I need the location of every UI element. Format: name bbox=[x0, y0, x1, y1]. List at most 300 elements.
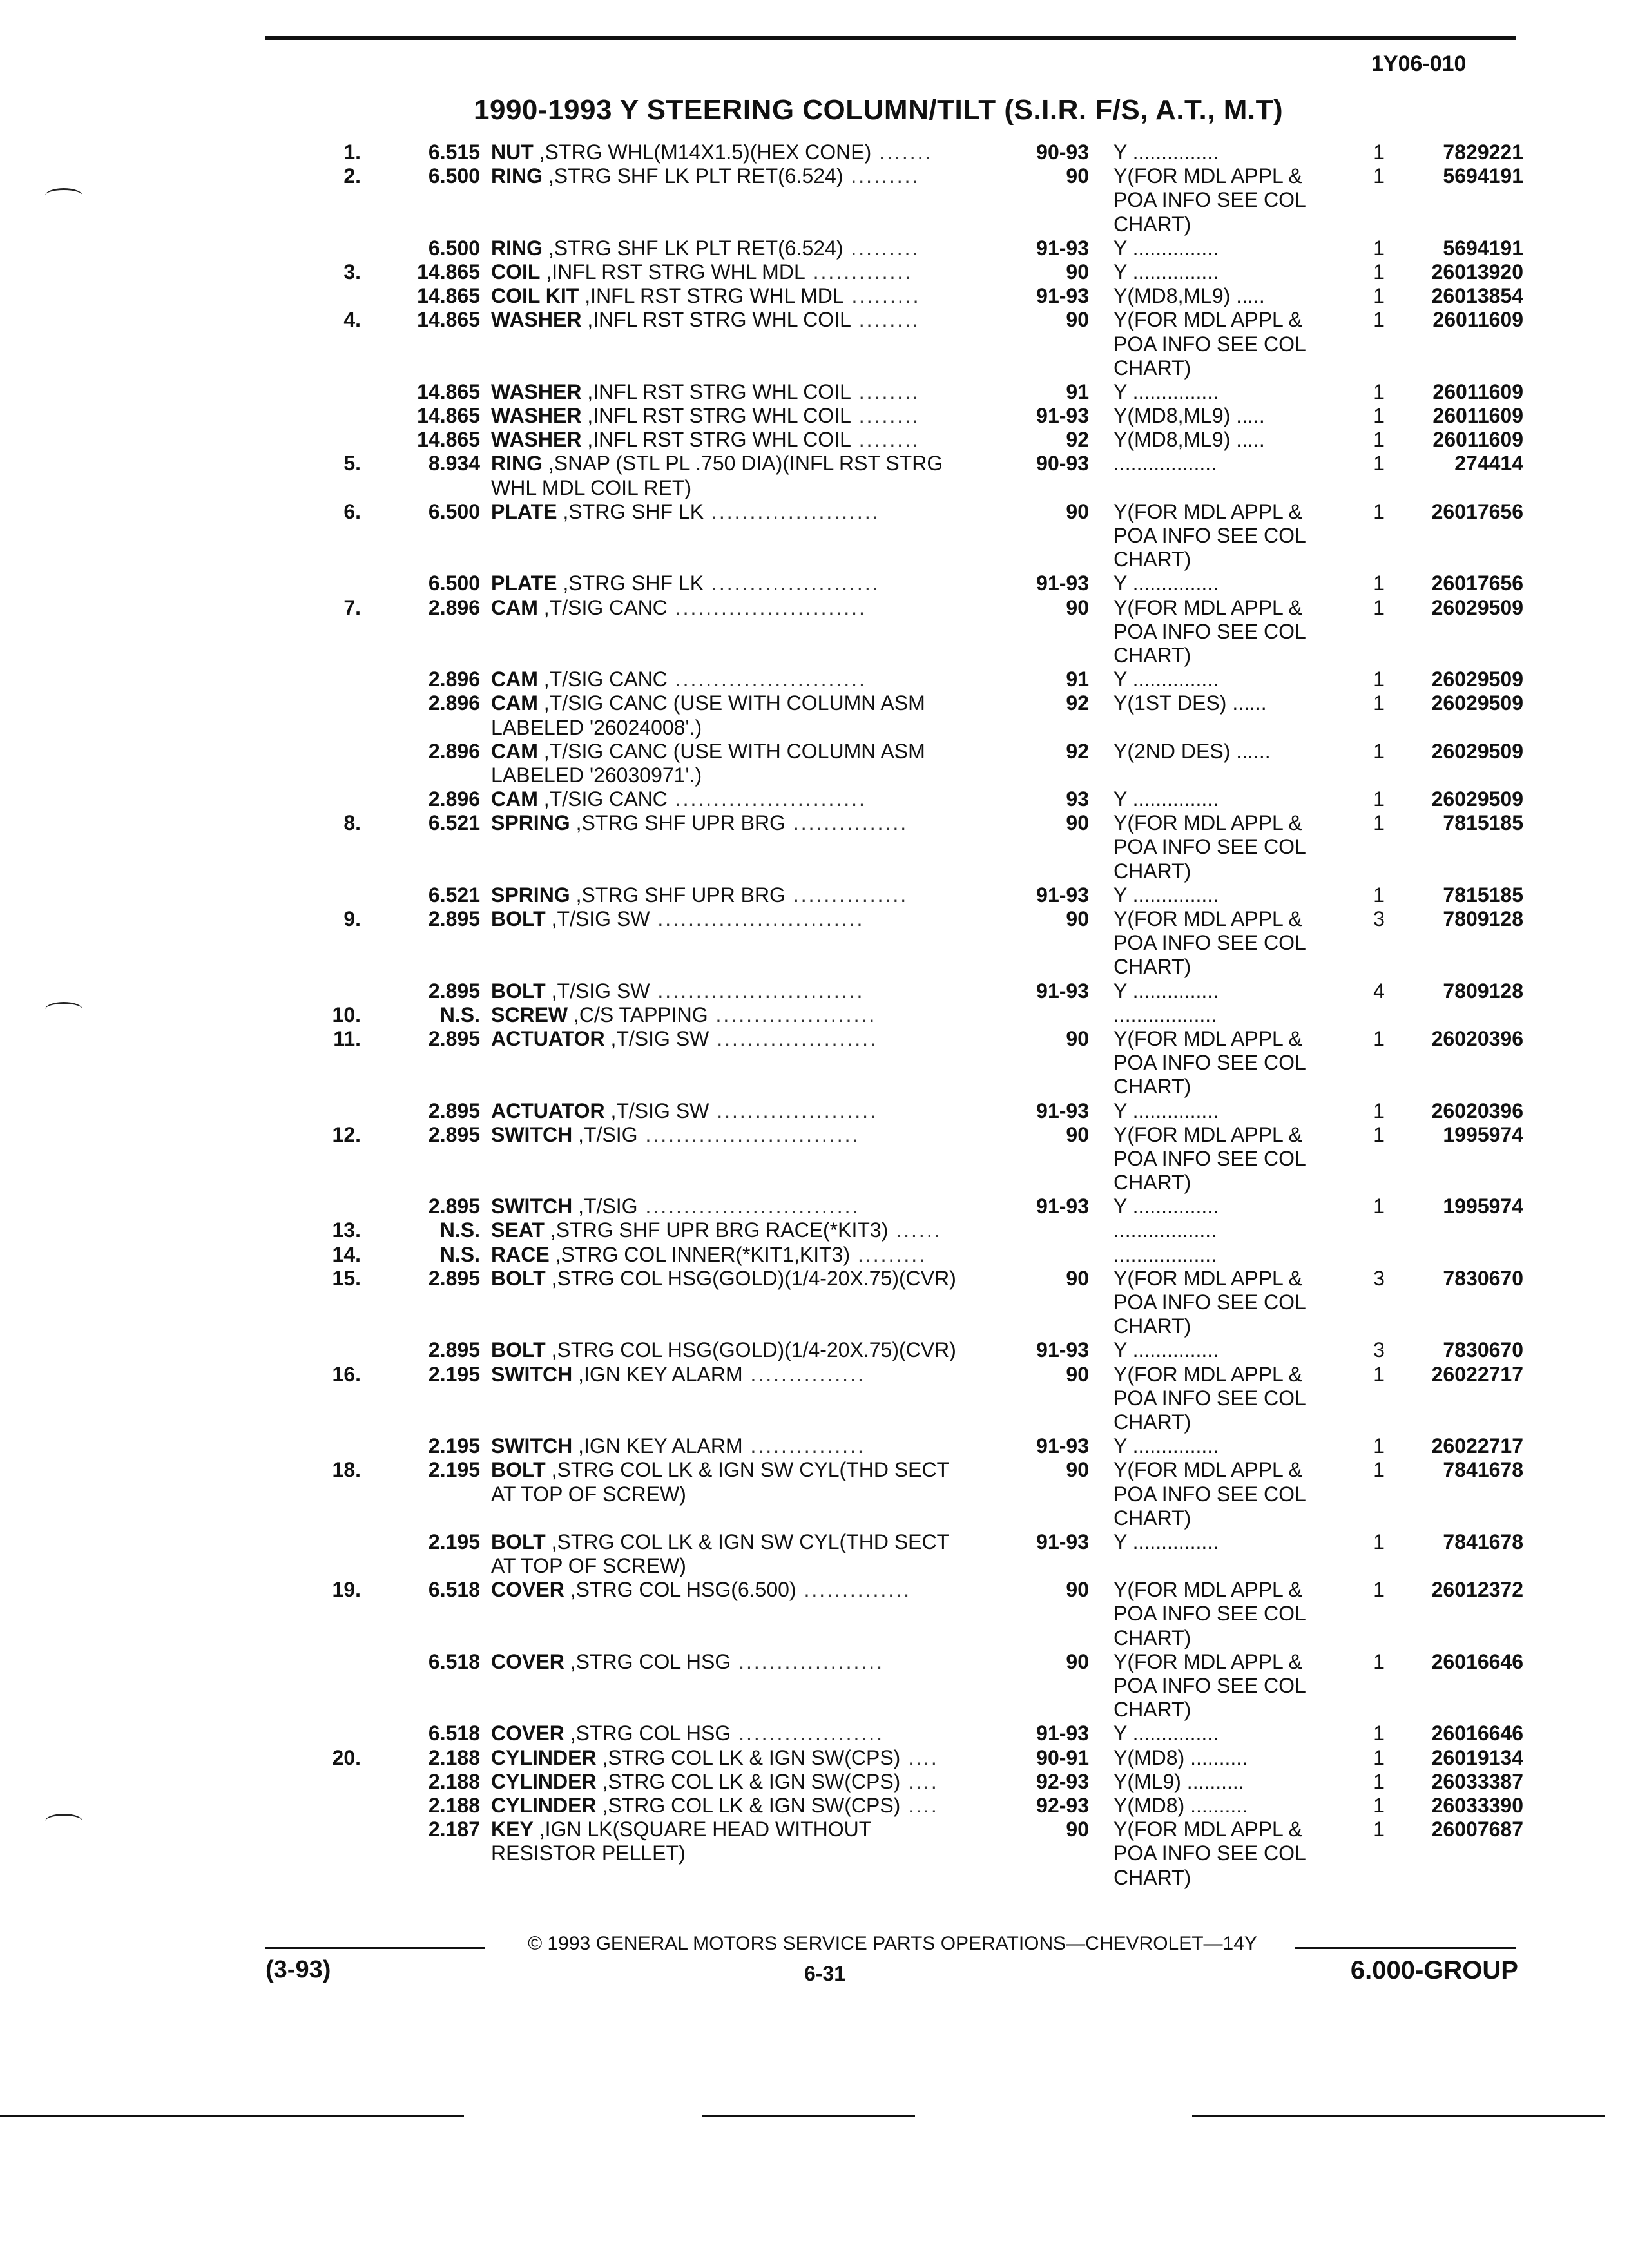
part-description bbox=[491, 1554, 1052, 1578]
part-number: 26013920 bbox=[1431, 260, 1523, 284]
ledger-row bbox=[296, 1051, 1521, 1075]
ref-number: 13. bbox=[332, 1218, 361, 1242]
model-application: POA INFO SEE COL bbox=[1113, 332, 1306, 356]
part-number: 5694191 bbox=[1443, 164, 1523, 188]
part-description bbox=[491, 452, 1052, 476]
part-number: 7815185 bbox=[1443, 811, 1523, 835]
part-name: CYLINDER bbox=[491, 1745, 597, 1769]
part-number: 26017656 bbox=[1431, 499, 1523, 523]
part-number: 1995974 bbox=[1443, 1195, 1523, 1218]
part-number: 26011609 bbox=[1432, 404, 1523, 428]
ledger-row bbox=[296, 1506, 1521, 1530]
quantity: 1 bbox=[1373, 1099, 1385, 1122]
part-description bbox=[491, 1818, 1052, 1841]
ledger-row bbox=[296, 1027, 1521, 1051]
part-name: CYLINDER bbox=[491, 1793, 597, 1817]
part-description bbox=[491, 1458, 1052, 1482]
model-application: POA INFO SEE COL bbox=[1113, 1291, 1306, 1314]
model-years: 91 bbox=[1066, 668, 1089, 691]
part-description bbox=[491, 596, 1052, 620]
part-name: SEAT bbox=[491, 1218, 545, 1242]
ledger-row bbox=[296, 524, 1521, 548]
group-number: 6.500 bbox=[428, 499, 480, 523]
part-number: 7815185 bbox=[1443, 883, 1523, 907]
dot-leader: ...................... bbox=[704, 572, 880, 595]
quantity: 1 bbox=[1373, 260, 1385, 284]
part-description bbox=[491, 476, 1052, 500]
group-number: 14.865 bbox=[417, 260, 480, 284]
model-application: Y ............... bbox=[1113, 140, 1219, 164]
part-name: SPRING bbox=[491, 811, 570, 835]
part-number: 26011609 bbox=[1432, 380, 1523, 403]
dot-leader: ........ bbox=[851, 308, 920, 332]
quantity: 1 bbox=[1373, 1458, 1385, 1482]
model-application: POA INFO SEE COL bbox=[1113, 188, 1306, 212]
model-application: POA INFO SEE COL bbox=[1113, 1602, 1306, 1626]
part-description bbox=[491, 284, 1052, 308]
model-application: Y ............... bbox=[1113, 883, 1219, 907]
part-detail: ,STRG SHF LK PLT RET(6.524) bbox=[543, 164, 843, 188]
ledger-row bbox=[296, 691, 1521, 715]
quantity: 1 bbox=[1373, 572, 1385, 595]
ref-number: 10. bbox=[332, 1003, 361, 1026]
group-number: 2.195 bbox=[428, 1530, 480, 1553]
part-detail: ,STRG COL LK & IGN SW CYL(THD SECT bbox=[545, 1458, 950, 1482]
quantity: 1 bbox=[1373, 739, 1385, 763]
model-years: 90 bbox=[1066, 595, 1089, 619]
ledger-row bbox=[296, 1698, 1521, 1722]
ledger-row bbox=[296, 284, 1521, 308]
model-years: 92-93 bbox=[1036, 1769, 1089, 1793]
quantity: 3 bbox=[1373, 907, 1385, 930]
group-number: 2.895 bbox=[428, 1195, 480, 1218]
part-number: 26019134 bbox=[1431, 1745, 1523, 1769]
model-years: 90 bbox=[1066, 1362, 1089, 1386]
part-number: 26020396 bbox=[1431, 1026, 1523, 1050]
ledger-row bbox=[296, 931, 1521, 955]
part-description bbox=[491, 308, 1052, 332]
ledger-row bbox=[296, 164, 1521, 188]
dot-leader: ................... bbox=[731, 1649, 885, 1673]
model-application: POA INFO SEE COL bbox=[1113, 1051, 1306, 1075]
model-years: 91-93 bbox=[1036, 1338, 1089, 1362]
part-number: 7809128 bbox=[1443, 907, 1523, 930]
dot-leader: ........................... bbox=[650, 907, 865, 930]
part-detail: ,T/SIG SW bbox=[604, 1099, 709, 1122]
ledger-row bbox=[296, 332, 1521, 356]
quantity: 1 bbox=[1373, 404, 1385, 428]
ledger-row bbox=[296, 236, 1521, 260]
ledger-row bbox=[296, 668, 1521, 691]
group-number: 6.500 bbox=[428, 164, 480, 188]
ledger-row bbox=[296, 1746, 1521, 1770]
part-number: 5694191 bbox=[1443, 236, 1523, 260]
model-application: CHART) bbox=[1113, 1865, 1191, 1889]
dot-leader: ........ bbox=[851, 404, 920, 428]
binder-hole-mark bbox=[45, 1814, 82, 1829]
part-number: 26033390 bbox=[1431, 1793, 1523, 1817]
part-detail: ,INFL RST STRG WHL COIL bbox=[581, 308, 851, 332]
part-detail: ,STRG COL HSG(6.500) bbox=[564, 1578, 796, 1602]
ref-number: 5. bbox=[343, 452, 361, 476]
model-application: .................. bbox=[1113, 1242, 1217, 1266]
part-detail: LABELED '26030971'.) bbox=[491, 763, 702, 787]
model-years: 91-93 bbox=[1036, 572, 1089, 595]
dot-leader: ........ bbox=[851, 380, 920, 403]
part-number: 26029509 bbox=[1431, 595, 1523, 619]
part-number: 7830670 bbox=[1443, 1266, 1523, 1290]
dot-leader: ............... bbox=[785, 811, 909, 835]
group-number: 2.895 bbox=[428, 1099, 480, 1122]
model-years: 93 bbox=[1066, 787, 1089, 811]
model-application: Y ............... bbox=[1113, 236, 1219, 260]
ref-number: 20. bbox=[332, 1745, 361, 1769]
part-detail: ,STRG COL HSG bbox=[564, 1722, 731, 1745]
model-years: 90 bbox=[1066, 811, 1089, 835]
part-number: 26022717 bbox=[1431, 1362, 1523, 1386]
group-number: 6.500 bbox=[428, 572, 480, 595]
model-application: Y(MD8,ML9) ..... bbox=[1113, 284, 1265, 308]
ledger-row bbox=[296, 476, 1521, 500]
model-years: 90 bbox=[1066, 1578, 1089, 1602]
quantity: 1 bbox=[1373, 691, 1385, 715]
ledger-row bbox=[296, 1794, 1521, 1818]
top-rule bbox=[265, 36, 1516, 40]
model-application: CHART) bbox=[1113, 955, 1191, 979]
group-number: 2.195 bbox=[428, 1362, 480, 1386]
part-description bbox=[491, 260, 1052, 284]
group-number: 6.521 bbox=[428, 883, 480, 907]
model-application: Y(2ND DES) ...... bbox=[1113, 739, 1271, 763]
part-description bbox=[491, 907, 1052, 931]
part-description bbox=[491, 1363, 1052, 1387]
ledger-row bbox=[296, 835, 1521, 859]
ledger-row bbox=[296, 1722, 1521, 1745]
part-name: COIL KIT bbox=[491, 284, 579, 308]
group-number: 6.521 bbox=[428, 811, 480, 835]
footer-page-number: 6-31 bbox=[804, 1962, 846, 1985]
model-application: CHART) bbox=[1113, 1626, 1191, 1649]
model-years: 91-93 bbox=[1036, 236, 1089, 260]
ledger-row bbox=[296, 1387, 1521, 1410]
model-application: POA INFO SEE COL bbox=[1113, 524, 1306, 547]
part-number: 26016646 bbox=[1431, 1722, 1523, 1745]
group-number: 14.865 bbox=[417, 428, 480, 452]
part-number: 26013854 bbox=[1431, 284, 1523, 308]
part-detail: ,IGN KEY ALARM bbox=[572, 1362, 743, 1386]
group-number: N.S. bbox=[439, 1003, 480, 1026]
bottom-rule-right bbox=[1192, 2115, 1605, 2117]
quantity: 1 bbox=[1373, 1818, 1385, 1841]
part-name: RING bbox=[491, 236, 543, 260]
part-description bbox=[491, 740, 1052, 764]
model-application: Y(FOR MDL APPL & bbox=[1113, 308, 1302, 332]
part-description bbox=[491, 380, 1052, 404]
model-application: Y ............... bbox=[1113, 1434, 1219, 1458]
ledger-row bbox=[296, 907, 1521, 931]
model-application: Y ............... bbox=[1113, 979, 1219, 1003]
dot-leader: .... bbox=[900, 1745, 939, 1769]
part-description bbox=[491, 1770, 1052, 1794]
part-detail: ,STRG COL LK & IGN SW(CPS) bbox=[596, 1793, 901, 1817]
dot-leader: ............... bbox=[742, 1434, 865, 1458]
model-application: CHART) bbox=[1113, 1075, 1191, 1099]
quantity: 1 bbox=[1373, 308, 1385, 332]
part-number: 26020396 bbox=[1431, 1099, 1523, 1122]
quantity: 3 bbox=[1373, 1338, 1385, 1362]
ref-number: 16. bbox=[332, 1362, 361, 1386]
model-years: 92 bbox=[1066, 739, 1089, 763]
group-number: 2.188 bbox=[428, 1769, 480, 1793]
part-detail: ,STRG COL HSG bbox=[564, 1649, 731, 1673]
ledger-row bbox=[296, 1770, 1521, 1794]
ledger-row bbox=[296, 308, 1521, 332]
ledger-row bbox=[296, 1458, 1521, 1482]
part-detail: ,INFL RST STRG WHL COIL bbox=[581, 380, 851, 403]
group-number: 8.934 bbox=[428, 452, 480, 476]
quantity: 1 bbox=[1373, 1530, 1385, 1553]
ref-number: 8. bbox=[343, 811, 361, 835]
group-number: 14.865 bbox=[417, 380, 480, 403]
model-years: 90-93 bbox=[1036, 140, 1089, 164]
dot-leader: ..................... bbox=[709, 1026, 878, 1050]
ledger-row bbox=[296, 883, 1521, 907]
ref-number: 18. bbox=[332, 1458, 361, 1482]
group-number: 2.896 bbox=[428, 691, 480, 715]
part-description bbox=[491, 764, 1052, 787]
ledger-row bbox=[296, 955, 1521, 979]
part-number: 26033387 bbox=[1431, 1769, 1523, 1793]
model-application: POA INFO SEE COL bbox=[1113, 1674, 1306, 1697]
model-application: Y(1ST DES) ...... bbox=[1113, 691, 1267, 715]
part-detail: ,STRG WHL(M14X1.5)(HEX CONE) bbox=[533, 140, 872, 164]
part-name: BOLT bbox=[491, 1338, 546, 1362]
ref-number: 4. bbox=[343, 308, 361, 332]
part-description bbox=[491, 1243, 1052, 1267]
quantity: 4 bbox=[1373, 979, 1385, 1003]
part-name: RACE bbox=[491, 1242, 550, 1266]
part-number: 274414 bbox=[1454, 452, 1523, 476]
quantity: 1 bbox=[1373, 787, 1385, 811]
part-name: SWITCH bbox=[491, 1122, 573, 1146]
group-number: 2.896 bbox=[428, 787, 480, 811]
group-number: 2.895 bbox=[428, 1026, 480, 1050]
group-number: 14.865 bbox=[417, 404, 480, 428]
model-years: 90 bbox=[1066, 1122, 1089, 1146]
part-description bbox=[491, 1841, 1052, 1865]
part-description bbox=[491, 1483, 1052, 1506]
part-description bbox=[491, 572, 1052, 595]
part-detail: ,INFL RST STRG WHL COIL bbox=[581, 404, 851, 428]
quantity: 1 bbox=[1373, 164, 1385, 188]
part-number: 26029509 bbox=[1431, 787, 1523, 811]
group-number: N.S. bbox=[439, 1218, 480, 1242]
ledger-row bbox=[296, 356, 1521, 380]
ledger-row bbox=[296, 1483, 1521, 1506]
part-name: WASHER bbox=[491, 428, 582, 452]
ledger-row bbox=[296, 500, 1521, 524]
ledger-row bbox=[296, 764, 1521, 787]
model-years: 91 bbox=[1066, 380, 1089, 403]
part-description bbox=[491, 1746, 1052, 1770]
model-application: Y ............... bbox=[1113, 668, 1219, 691]
part-name: CYLINDER bbox=[491, 1769, 597, 1793]
quantity: 1 bbox=[1373, 668, 1385, 691]
part-name: PLATE bbox=[491, 572, 557, 595]
quantity: 1 bbox=[1373, 380, 1385, 403]
ref-number: 14. bbox=[332, 1242, 361, 1266]
part-name: SPRING bbox=[491, 883, 570, 907]
ledger-row bbox=[296, 1003, 1521, 1027]
ref-number: 9. bbox=[343, 907, 361, 930]
dot-leader: ............................ bbox=[637, 1195, 860, 1218]
model-application: Y(FOR MDL APPL & bbox=[1113, 1122, 1302, 1146]
model-application: POA INFO SEE COL bbox=[1113, 1841, 1306, 1865]
part-description bbox=[491, 1195, 1052, 1218]
footer-rule-left bbox=[265, 1947, 485, 1949]
group-number: 2.896 bbox=[428, 739, 480, 763]
part-detail: ,STRG SHF LK bbox=[557, 499, 704, 523]
part-name: BOLT bbox=[491, 1266, 546, 1290]
part-description bbox=[491, 691, 1052, 715]
model-application: .................. bbox=[1113, 1003, 1217, 1026]
ledger-row bbox=[296, 380, 1521, 404]
part-description bbox=[491, 716, 1052, 740]
part-number: 26016646 bbox=[1431, 1649, 1523, 1673]
quantity: 1 bbox=[1373, 1434, 1385, 1458]
ledger-row bbox=[296, 548, 1521, 572]
part-name: CAM bbox=[491, 595, 538, 619]
ref-number: 11. bbox=[333, 1026, 361, 1050]
part-detail: ,STRG COL INNER(*KIT1,KIT3) bbox=[549, 1242, 851, 1266]
ledger-row bbox=[296, 452, 1521, 476]
part-detail: LABELED '26024008'.) bbox=[491, 715, 702, 739]
model-application: POA INFO SEE COL bbox=[1113, 1386, 1306, 1410]
part-number: 7809128 bbox=[1443, 979, 1523, 1003]
quantity: 1 bbox=[1373, 1769, 1385, 1793]
model-application: POA INFO SEE COL bbox=[1113, 1482, 1306, 1506]
model-application: Y ............... bbox=[1113, 260, 1219, 284]
part-number: 26011609 bbox=[1432, 308, 1523, 332]
part-name: KEY bbox=[491, 1818, 534, 1841]
dot-leader: ......... bbox=[843, 284, 921, 308]
footer-rule-right bbox=[1295, 1947, 1516, 1949]
part-detail: ,STRG COL HSG(GOLD)(1/4-20X.75)(CVR) bbox=[545, 1338, 956, 1362]
ledger-row bbox=[296, 428, 1521, 452]
part-detail: ,T/SIG CANC (USE WITH COLUMN ASM bbox=[537, 691, 925, 715]
model-years: 91-93 bbox=[1036, 1195, 1089, 1218]
model-application: Y(FOR MDL APPL & bbox=[1113, 164, 1302, 188]
model-application: CHART) bbox=[1113, 1171, 1191, 1195]
part-detail: WHL MDL COIL RET) bbox=[491, 476, 692, 499]
ledger-row bbox=[296, 1818, 1521, 1841]
ledger-row bbox=[296, 740, 1521, 764]
part-detail: ,SNAP (STL PL .750 DIA)(INFL RST STRG bbox=[543, 452, 943, 476]
model-application: Y ............... bbox=[1113, 787, 1219, 811]
model-application: .................. bbox=[1113, 452, 1217, 476]
part-description bbox=[491, 811, 1052, 835]
model-years: 90 bbox=[1066, 164, 1089, 188]
model-application: POA INFO SEE COL bbox=[1113, 835, 1306, 859]
ledger-row bbox=[296, 1171, 1521, 1195]
part-number: 26017656 bbox=[1431, 572, 1523, 595]
group-number: 2.187 bbox=[428, 1818, 480, 1841]
model-application: Y(FOR MDL APPL & bbox=[1113, 1649, 1302, 1673]
part-description bbox=[491, 1722, 1052, 1745]
quantity: 1 bbox=[1373, 1745, 1385, 1769]
part-detail: ,T/SIG CANC (USE WITH COLUMN ASM bbox=[537, 739, 925, 763]
model-application: Y ............... bbox=[1113, 1195, 1219, 1218]
part-detail: ,INFL RST STRG WHL COIL bbox=[581, 428, 851, 452]
ref-number: 12. bbox=[332, 1122, 361, 1146]
group-number: 2.895 bbox=[428, 1338, 480, 1362]
part-number: 1995974 bbox=[1443, 1122, 1523, 1146]
ledger-row bbox=[296, 1650, 1521, 1674]
ledger-row bbox=[296, 620, 1521, 644]
part-description bbox=[491, 1123, 1052, 1147]
part-description bbox=[491, 1434, 1052, 1458]
part-name: CAM bbox=[491, 668, 538, 691]
model-application: Y(MD8,ML9) ..... bbox=[1113, 404, 1265, 428]
quantity: 1 bbox=[1373, 236, 1385, 260]
group-number: 2.195 bbox=[428, 1434, 480, 1458]
model-years: 90 bbox=[1066, 1649, 1089, 1673]
part-description bbox=[491, 500, 1052, 524]
model-application: Y ............... bbox=[1113, 1530, 1219, 1553]
part-name: WASHER bbox=[491, 380, 582, 403]
ledger-row bbox=[296, 1626, 1521, 1650]
part-detail: ,STRG SHF LK PLT RET(6.524) bbox=[543, 236, 843, 260]
part-name: ACTUATOR bbox=[491, 1026, 605, 1050]
binder-hole-mark bbox=[45, 188, 82, 203]
group-number: 2.896 bbox=[428, 668, 480, 691]
ledger-row bbox=[296, 1578, 1521, 1602]
quantity: 1 bbox=[1373, 595, 1385, 619]
part-description bbox=[491, 668, 1052, 691]
bottom-rule-mid bbox=[702, 2115, 915, 2117]
ref-number: 2. bbox=[343, 164, 361, 188]
quantity: 1 bbox=[1373, 1793, 1385, 1817]
part-name: SWITCH bbox=[491, 1195, 573, 1218]
model-application: Y(FOR MDL APPL & bbox=[1113, 1818, 1302, 1841]
quantity: 1 bbox=[1373, 1122, 1385, 1146]
part-number: 7841678 bbox=[1443, 1530, 1523, 1553]
model-application: .................. bbox=[1113, 1218, 1217, 1242]
model-application: CHART) bbox=[1113, 859, 1191, 883]
model-application: Y ............... bbox=[1113, 1099, 1219, 1122]
model-application: Y ............... bbox=[1113, 572, 1219, 595]
model-years: 90-93 bbox=[1036, 452, 1089, 476]
ledger-row bbox=[296, 1602, 1521, 1626]
model-years: 90 bbox=[1066, 907, 1089, 930]
parts-ledger bbox=[296, 140, 1521, 1890]
model-application: POA INFO SEE COL bbox=[1113, 1146, 1306, 1170]
part-number: 26012372 bbox=[1431, 1578, 1523, 1602]
part-number: 7829221 bbox=[1443, 140, 1523, 164]
dot-leader: ..................... bbox=[708, 1003, 877, 1026]
part-description bbox=[491, 1578, 1052, 1602]
part-number: 7841678 bbox=[1443, 1458, 1523, 1482]
part-detail: ,T/SIG CANC bbox=[537, 595, 668, 619]
part-detail: ,INFL RST STRG WHL MDL bbox=[540, 260, 805, 284]
bottom-rule-left bbox=[0, 2115, 464, 2117]
ledger-row bbox=[296, 140, 1521, 164]
quantity: 1 bbox=[1373, 883, 1385, 907]
model-application: CHART) bbox=[1113, 1506, 1191, 1530]
part-description bbox=[491, 1338, 1052, 1362]
part-name: RING bbox=[491, 164, 543, 188]
model-application: CHART) bbox=[1113, 1698, 1191, 1722]
